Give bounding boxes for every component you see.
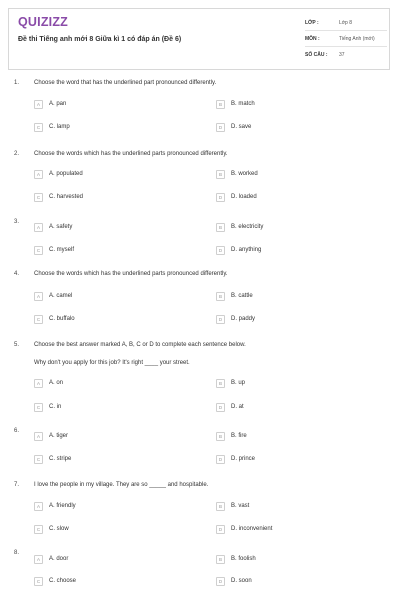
option-letter-box: A — [34, 292, 43, 301]
option-c[interactable] — [34, 401, 61, 413]
option-a[interactable] — [34, 500, 76, 512]
option-letter-box: B — [216, 223, 225, 232]
option-letter-box: B — [216, 170, 225, 179]
option-letter-box: B — [216, 379, 225, 388]
option-b[interactable] — [216, 290, 253, 302]
option-letter-box: C — [34, 455, 43, 464]
question-text: I love the people in my village. They are so _____ and hospitable. — [34, 482, 209, 488]
option-a[interactable] — [34, 377, 63, 389]
option-text: A. camel — [49, 293, 73, 299]
question-text: Choose the words which has the underlined parts pronounced differently. — [34, 271, 228, 277]
option-letter-box: A — [34, 170, 43, 179]
option-a[interactable] — [34, 168, 83, 180]
meta-row-subject — [305, 31, 387, 47]
option-letter-box: A — [34, 100, 43, 109]
option-letter-box: A — [34, 379, 43, 388]
option-letter-box: C — [34, 525, 43, 534]
option-letter-box: B — [216, 555, 225, 564]
option-d[interactable] — [216, 191, 257, 203]
question-number: 3. — [14, 219, 20, 225]
option-b[interactable] — [216, 500, 249, 512]
option-d[interactable] — [216, 121, 251, 133]
option-a[interactable] — [34, 553, 68, 565]
option-c[interactable] — [34, 453, 71, 465]
option-text: A. pan — [49, 101, 67, 107]
option-letter-box: B — [216, 502, 225, 511]
option-letter-box: B — [216, 100, 225, 109]
option-d[interactable] — [216, 244, 261, 256]
option-d[interactable] — [216, 313, 255, 325]
option-text: D. anything — [231, 247, 262, 253]
question-number: 7. — [14, 482, 20, 488]
option-text: D. save — [231, 124, 252, 130]
option-text: C. choose — [49, 578, 77, 584]
option-b[interactable] — [216, 377, 245, 389]
option-c[interactable] — [34, 244, 74, 256]
option-letter-box: D — [216, 193, 225, 202]
option-text: D. inconvenient — [231, 526, 273, 532]
option-b[interactable] — [216, 553, 256, 565]
option-b[interactable] — [216, 168, 258, 180]
option-letter-box: C — [34, 577, 43, 586]
option-text: C. stripe — [49, 456, 72, 462]
option-letter-box: B — [216, 292, 225, 301]
question-prompt: Why don't you apply for this job? It's right ____ your street. — [34, 360, 190, 366]
question-number: 8. — [14, 550, 20, 556]
option-c[interactable] — [34, 121, 70, 133]
option-letter-box: D — [216, 315, 225, 324]
option-text: B. foolish — [231, 556, 256, 562]
question-number: 2. — [14, 151, 20, 157]
option-letter-box: D — [216, 577, 225, 586]
option-text: A. safety — [49, 224, 73, 230]
option-c[interactable] — [34, 191, 83, 203]
option-letter-box: D — [216, 403, 225, 412]
option-letter-box: D — [216, 246, 225, 255]
option-c[interactable] — [34, 313, 75, 325]
option-text: D. soon — [231, 578, 252, 584]
question-text: Choose the word that has the underlined part pronounced differently. — [34, 80, 217, 86]
question-number: 4. — [14, 271, 20, 277]
option-text: B. fire — [231, 433, 247, 439]
question-number: 5. — [14, 342, 20, 348]
option-d[interactable] — [216, 575, 252, 587]
worksheet-header — [8, 8, 390, 70]
option-b[interactable] — [216, 221, 263, 233]
meta-row-question-count — [305, 47, 387, 62]
meta-value: Lớp 8 — [339, 19, 353, 26]
option-letter-box: C — [34, 123, 43, 132]
meta-value: 37 — [339, 51, 345, 58]
question-text: Choose the best answer marked A, B, C or D to complete each sentence below. — [34, 342, 246, 348]
option-text: B. up — [231, 380, 246, 386]
question-number: 6. — [14, 428, 20, 434]
option-c[interactable] — [34, 575, 76, 587]
option-text: A. door — [49, 556, 69, 562]
question-text: Choose the words which has the underlined parts pronounced differently. — [34, 151, 228, 157]
option-text: C. slow — [49, 526, 69, 532]
option-text: C. in — [49, 404, 62, 410]
question-number: 1. — [14, 80, 20, 86]
option-text: A. on — [49, 380, 64, 386]
meta-label: SỐ CÂU : — [305, 51, 328, 58]
option-text: C. myself — [49, 247, 75, 253]
option-text: B. cattle — [231, 293, 253, 299]
meta-value: Tiếng Anh (mới) — [339, 35, 375, 42]
option-text: C. buffalo — [49, 316, 75, 322]
option-letter-box: C — [34, 315, 43, 324]
option-a[interactable] — [34, 290, 72, 302]
option-text: D. at — [231, 404, 244, 410]
option-d[interactable] — [216, 453, 255, 465]
option-a[interactable] — [34, 98, 66, 110]
option-b[interactable] — [216, 98, 255, 110]
option-letter-box: A — [34, 555, 43, 564]
option-letter-box: A — [34, 223, 43, 232]
option-text: B. electricity — [231, 224, 264, 230]
option-text: D. loaded — [231, 194, 257, 200]
quizizz-logo[interactable]: QUIZIZZ — [18, 15, 69, 29]
option-text: B. match — [231, 101, 255, 107]
option-text: A. friendly — [49, 503, 76, 509]
worksheet-meta-table — [305, 15, 387, 62]
option-a[interactable] — [34, 221, 72, 233]
option-d[interactable] — [216, 401, 244, 413]
option-letter-box: D — [216, 525, 225, 534]
option-text: C. lamp — [49, 124, 70, 130]
option-text: A. populated — [49, 171, 83, 177]
option-a[interactable] — [34, 430, 68, 442]
option-text: D. paddy — [231, 316, 256, 322]
meta-label: MÔN : — [305, 35, 320, 42]
option-text: D. prince — [231, 456, 256, 462]
option-d[interactable] — [216, 523, 272, 535]
option-text: A. tiger — [49, 433, 69, 439]
option-text: C. harvested — [49, 194, 84, 200]
option-letter-box: D — [216, 123, 225, 132]
meta-row-class — [305, 15, 387, 31]
option-letter-box: C — [34, 246, 43, 255]
option-c[interactable] — [34, 523, 69, 535]
option-letter-box: A — [34, 502, 43, 511]
option-letter-box: B — [216, 432, 225, 441]
option-letter-box: C — [34, 193, 43, 202]
meta-label: LỚP : — [305, 19, 319, 26]
option-b[interactable] — [216, 430, 247, 442]
option-text: B. vast — [231, 503, 250, 509]
option-letter-box: A — [34, 432, 43, 441]
option-text: B. worked — [231, 171, 258, 177]
option-letter-box: D — [216, 455, 225, 464]
worksheet-title: Đề thi Tiếng anh mới 8 Giữa kì 1 có đáp án (Đề 6) — [18, 36, 182, 43]
option-letter-box: C — [34, 403, 43, 412]
